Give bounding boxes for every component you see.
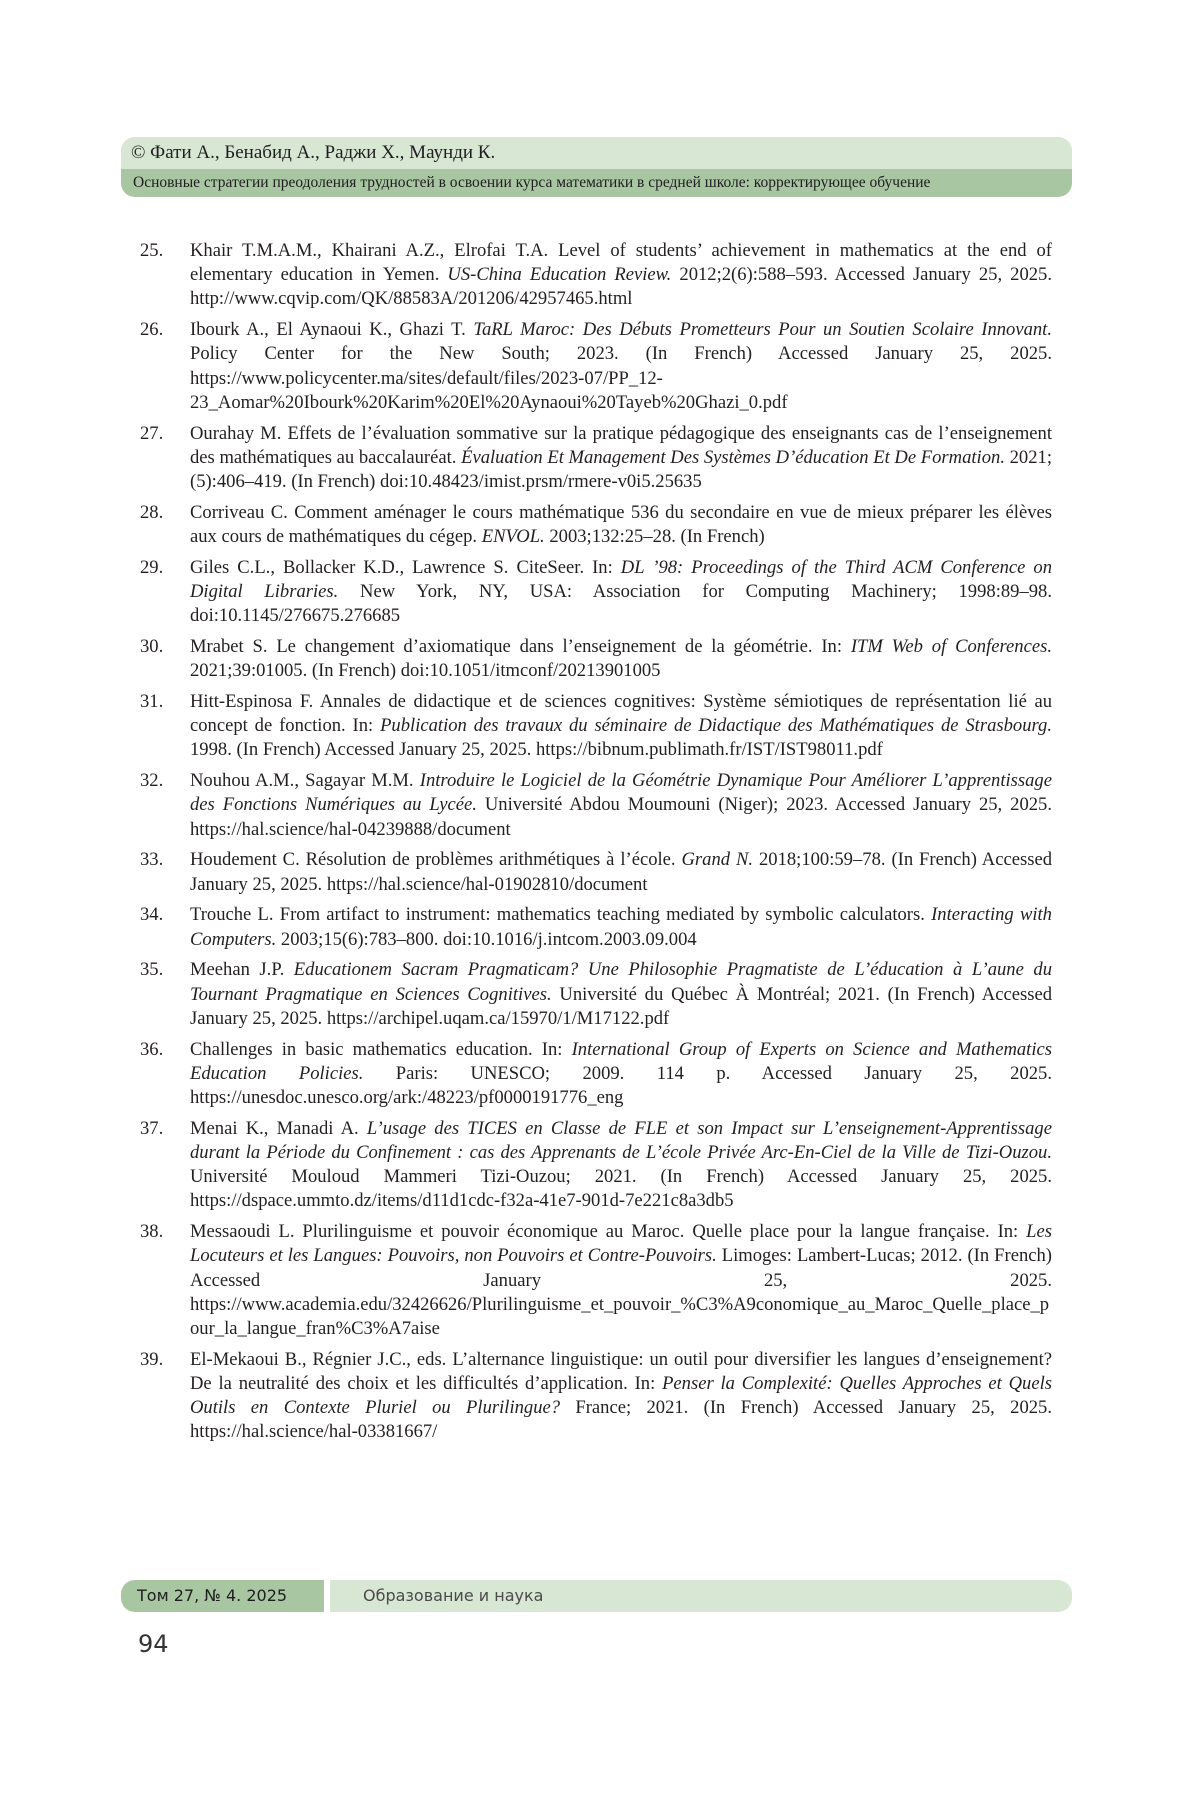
reference-text [190,635,1052,683]
reference-source-title: Penser la Complexité: Quelles Approches et Quels Outils en Contexte Pluriel ou Plurilingue? [190,1373,1052,1419]
reference-segment: Mrabet S. Le changement d’axiomatique dans l’enseignement de la géométrie. In: [190,636,851,658]
reference-number: 28. [140,501,164,523]
reference-text [190,1117,1052,1214]
reference-segment: Meehan J.P. [190,959,294,981]
reference-item [140,1220,1052,1341]
reference-item [140,848,1052,896]
reference-text [190,556,1052,629]
reference-number: 32. [140,770,164,792]
reference-text [190,239,1052,312]
reference-segment: Challenges in basic mathematics education. In: [190,1038,572,1060]
reference-number: 30. [140,636,164,658]
reference-item [140,635,1052,683]
reference-number: 33. [140,849,164,871]
reference-segment: France; 2021. (In French) Accessed January 25, 2025. https://hal.science/hal-03381667/ [190,1397,1052,1443]
running-footer [121,1580,1072,1612]
reference-segment: 2018;100:59–78. (In French) Accessed January 25, 2025. https://hal.science/hal-01902810/document [190,849,1052,895]
reference-source-title: Interacting with Computers. [190,904,1052,950]
reference-source-title: Educationem Sacram Pragmaticam? Une Philosophie Pragmatiste de L’éducation à L’aune du Tournant Pragmatique en Sciences Cognitives. [190,959,1052,1005]
reference-text [190,690,1052,763]
footer-volume: Том 27, № 4. 2025 [121,1580,324,1612]
reference-item [140,239,1052,312]
reference-source-title: Évaluation Et Management Des Systèmes D’éducation Et De Formation. [461,446,1005,468]
reference-number: 36. [140,1038,164,1060]
reference-segment: 2003;132:25–28. (In French) [544,526,765,548]
reference-list [140,239,1052,1451]
reference-text [190,1038,1052,1111]
reference-segment: El-Mekaoui B., Régnier J.C., eds. L’alternance linguistique: un outil pour diversifier les langues d’enseignement? De la neutralité des choix et les difficultés d’application. In: [190,1348,1052,1395]
page-number: 94 [138,1630,169,1658]
reference-source-title: Publication des travaux du séminaire de Didactique des Mathématiques de Strasbourg. [380,715,1052,737]
reference-source-title: Grand N. [681,849,754,871]
reference-source-title: International Group of Experts on Science and Mathematics Education Policies. [190,1038,1052,1084]
reference-segment: Ourahay M. Effets de l’évaluation sommative sur la pratique pédagogique des enseignants cas de l’enseignement des mathématiques au baccalauréat. [190,422,1052,468]
reference-text [190,958,1052,1031]
reference-item [140,903,1052,951]
reference-item [140,1348,1052,1445]
reference-text [190,848,1052,896]
reference-item [140,690,1052,763]
reference-segment: Messaoudi L. Plurilinguisme et pouvoir économique au Maroc. Quelle place pour la langue française. In: [190,1221,1027,1243]
reference-segment: 2003;15(6):783–800. doi:10.1016/j.intcom.2003.09.004 [276,928,697,950]
reference-source-title: TaRL Maroc: Des Débuts Prometteurs Pour un Soutien Scolaire Innovant. [473,319,1052,341]
reference-text [190,318,1052,415]
reference-text [190,422,1052,495]
reference-text [190,769,1052,842]
reference-source-title: ITM Web of Conferences. [850,636,1052,658]
reference-segment: Menai K., Manadi A. [190,1117,367,1139]
reference-item [140,556,1052,629]
reference-source-title: DL ’98: Proceedings of the Third ACM Conference on Digital Libraries. [190,556,1052,603]
footer-journal-name: Образование и наука [330,1580,1072,1612]
reference-source-title: ENVOL. [481,526,545,548]
reference-item [140,422,1052,495]
running-header [121,137,1072,197]
reference-item [140,1117,1052,1214]
reference-text [190,501,1052,549]
reference-text [190,1220,1052,1341]
reference-number: 39. [140,1348,164,1370]
reference-number: 38. [140,1221,164,1243]
reference-item [140,1038,1052,1111]
reference-number: 34. [140,904,164,926]
header-article-title: Основные стратегии преодоления трудностей в освоении курса математики в средней школе: корректирующее обучение [121,169,1072,197]
reference-item [140,958,1052,1031]
reference-source-title: US-China Education Review. [447,264,672,286]
reference-number: 26. [140,319,164,341]
reference-segment: Trouche L. From artifact to instrument: mathematics teaching mediated by symbolic calculators. [190,904,932,926]
reference-segment: Nouhou A.M., Sagayar M.M. [190,770,420,792]
reference-number: 37. [140,1117,164,1139]
header-authors: © Фати А., Бенабид А., Раджи Х., Маунди К. [121,137,1072,169]
reference-text [190,903,1052,951]
reference-segment: Corriveau C. Comment aménager le cours mathématique 536 du secondaire en vue de mieux préparer les élèves aux cours de mathématiques du cégep. [190,501,1052,548]
reference-segment: Khair T.M.A.M., Khairani A.Z., Elrofai T.A. Level of students’ achievement in mathematics at the end of elementary education in Yemen. [190,240,1052,286]
reference-segment: New York, NY, USA: Association for Computing Machinery; 1998:89–98. doi:10.1145/276675.276685 [190,581,1053,627]
reference-segment: 1998. (In French) Accessed January 25, 2025. https://bibnum.publimath.fr/IST/IST98011.pdf [190,739,883,761]
reference-text [190,1348,1052,1445]
reference-segment: Houdement C. Résolution de problèmes arithmétiques à l’école. [190,849,682,871]
reference-number: 29. [140,556,164,578]
reference-segment: 2021;(5):406–419. (In French) doi:10.48423/imist.prsm/rmere-v0i5.25635 [190,446,1052,493]
reference-number: 35. [140,959,164,981]
reference-segment: 2012;2(6):588–593. Accessed January 25, 2025. http://www.cqvip.com/QK/88583A/201206/42957465.html [190,264,1052,310]
reference-segment: Université Mouloud Mammeri Tizi-Ouzou; 2021. (In French) Accessed January 25, 2025. https://dspace.ummto.dz/items/d11d1cdc-f32a-41e7-901d-7e221c8a3db5 [190,1166,1052,1212]
reference-segment: Université Abdou Moumouni (Niger); 2023. Accessed January 25, 2025. https://hal.science/hal-04239888/document [190,794,1052,840]
reference-segment: 2021;39:01005. (In French) doi:10.1051/itmconf/20213901005 [190,660,661,682]
reference-item [140,769,1052,842]
reference-segment: Paris: UNESCO; 2009. 114 p. Accessed January 25, 2025. https://unesdoc.unesco.org/ark:/48223/pf0000191776_eng [190,1062,1052,1109]
reference-source-title: L’usage des TICES en Classe de FLE et son Impact sur L’enseignement-Apprentissage durant la Période du Confinement : cas des Apprenants de L’école Privée Arc-En-Ciel de la Ville de Tizi-Ouzou. [190,1117,1052,1164]
reference-segment: Hitt-Espinosa F. Annales de didactique et de sciences cognitives: Système sémiotiques de représentation lié au concept de fonction. In: [190,691,1052,737]
reference-segment: Université du Québec À Montréal; 2021. (In French) Accessed January 25, 2025. https://archipel.uqam.ca/15970/1/M17122.pdf [190,983,1052,1029]
reference-number: 31. [140,691,164,713]
reference-segment: Ibourk A., El Aynaoui K., Ghazi T. [190,319,474,341]
reference-number: 25. [140,240,164,261]
reference-segment: Giles C.L., Bollacker K.D., Lawrence S. CiteSeer. In: [190,556,621,578]
reference-item [140,501,1052,549]
reference-item [140,318,1052,415]
reference-source-title: Introduire le Logiciel de la Géométrie Dynamique Pour Améliorer L’apprentissage des Fonctions Numériques au Lycée. [190,770,1052,816]
reference-number: 27. [140,422,164,444]
reference-segment: Limoges: Lambert-Lucas; 2012. (In French) Accessed January 25, 2025. https://www.academia.edu/32426626/Plurilinguisme_et_pouvoir_%C3%A9conomique_au_Maroc_Quelle_place_pour_la_langue_fran%C3%A7aise [190,1245,1052,1340]
reference-source-title: Les Locuteurs et les Langues: Pouvoirs, non Pouvoirs et Contre-Pouvoirs. [190,1221,1052,1267]
reference-segment: Policy Center for the New South; 2023. (In French) Accessed January 25, 2025. https://www.policycenter.ma/sites/default/files/2023-07/PP_12-23_Aomar%20Ibourk%20Karim%20El%20Aynaoui%20Tayeb%20Ghazi_0.pdf [190,343,1052,413]
